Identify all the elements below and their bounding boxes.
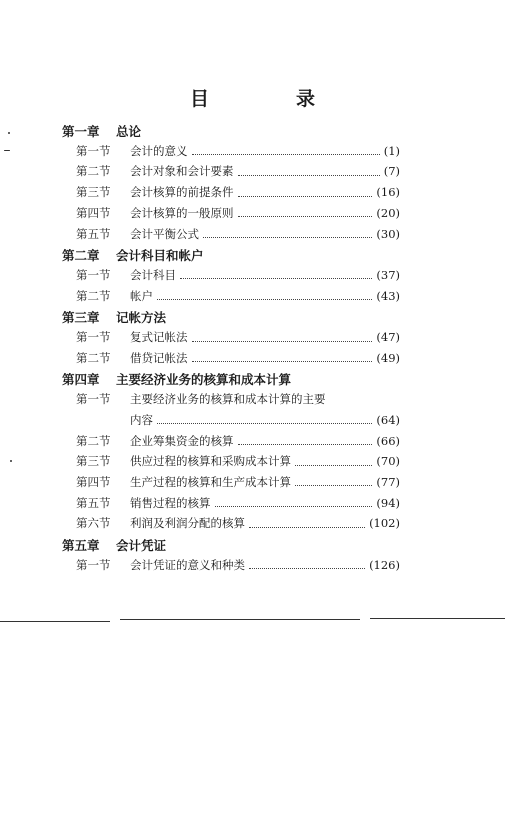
scan-speck xyxy=(8,132,10,134)
toc-chapter xyxy=(62,536,166,554)
toc-section xyxy=(76,205,400,223)
chapter-title: 总论 xyxy=(116,124,142,139)
section-number: 第三节 xyxy=(76,185,111,200)
toc-section xyxy=(76,433,400,451)
toc-section xyxy=(76,267,400,285)
section-number: 第五节 xyxy=(76,226,111,241)
section-title: 内容 xyxy=(130,412,153,427)
toc-section xyxy=(76,350,400,368)
section-title: 复式记帐法 xyxy=(130,330,188,344)
chapter-number: 第三章 xyxy=(62,310,100,326)
toc-section xyxy=(76,515,400,533)
chapter-title: 会计科目和帐户 xyxy=(116,248,204,264)
chapter-number: 第五章 xyxy=(62,538,100,553)
page-number: (43) xyxy=(376,288,400,303)
section-title: 会计对象和会计要素 xyxy=(130,164,234,179)
section-title: 会计核算的一般原则 xyxy=(130,205,234,220)
section-number: 第二节 xyxy=(76,164,111,179)
section-number: 第四节 xyxy=(76,474,111,489)
toc-chapter xyxy=(62,246,204,264)
toc-section xyxy=(76,163,400,181)
page-number: (94) xyxy=(376,495,400,510)
leader-dots xyxy=(215,506,373,507)
leader-dots xyxy=(249,568,365,569)
section-title: 利润及利润分配的核算 xyxy=(130,516,245,531)
leader-dots xyxy=(192,361,373,362)
page-number: (20) xyxy=(376,205,400,220)
leader-dots xyxy=(295,485,372,486)
page-number: (49) xyxy=(376,350,400,365)
leader-dots xyxy=(238,175,380,176)
page-number: (47) xyxy=(376,330,400,344)
toc-section xyxy=(76,226,400,244)
section-number: 第五节 xyxy=(76,495,111,510)
chapter-title: 会计凭证 xyxy=(116,538,167,553)
scan-speck xyxy=(4,150,10,151)
scan-speck xyxy=(10,460,12,462)
toc-section xyxy=(76,288,400,306)
page-title: 目 录 xyxy=(189,88,349,110)
page-number: (70) xyxy=(376,454,400,469)
leader-dots xyxy=(238,444,373,445)
section-number: 第一节 xyxy=(76,267,111,282)
toc-section xyxy=(76,453,400,471)
toc-section xyxy=(76,143,400,161)
toc-section xyxy=(76,495,400,513)
toc-section xyxy=(76,557,400,575)
leader-dots xyxy=(203,237,372,238)
leader-dots xyxy=(180,278,372,279)
section-number: 第一节 xyxy=(76,330,111,344)
toc-chapter xyxy=(62,370,291,388)
section-title: 借贷记帐法 xyxy=(130,350,188,365)
page-number: (7) xyxy=(383,164,400,179)
bottom-rule-right xyxy=(370,618,505,619)
section-title: 主要经济业务的核算和成本计算的主要 xyxy=(130,392,326,407)
section-number: 第二节 xyxy=(76,350,111,365)
page-number: (77) xyxy=(376,474,400,489)
section-title: 生产过程的核算和生产成本计算 xyxy=(130,474,291,489)
page-number: (1) xyxy=(383,143,400,158)
bottom-rule-left xyxy=(0,621,110,622)
leader-dots xyxy=(238,216,373,217)
section-number: 第六节 xyxy=(76,516,111,531)
leader-dots xyxy=(192,154,380,155)
leader-dots xyxy=(192,341,373,342)
leader-dots xyxy=(238,196,373,197)
toc-chapter xyxy=(62,122,141,140)
section-number: 第一节 xyxy=(76,143,111,158)
section-number: 第二节 xyxy=(76,433,111,448)
bottom-rule-middle xyxy=(120,619,360,620)
leader-dots xyxy=(157,299,372,300)
leader-dots xyxy=(249,527,365,528)
toc-section xyxy=(76,329,400,347)
page-number: (30) xyxy=(376,226,400,241)
page-number: (64) xyxy=(376,412,400,427)
section-number: 第三节 xyxy=(76,454,111,469)
section-title: 销售过程的核算 xyxy=(130,495,211,510)
toc-section xyxy=(76,391,400,409)
toc-section xyxy=(76,184,400,202)
chapter-number: 第一章 xyxy=(62,124,100,139)
section-title: 会计平衡公式 xyxy=(130,226,199,241)
section-number: 第一节 xyxy=(76,392,111,407)
chapter-title: 主要经济业务的核算和成本计算 xyxy=(116,372,292,388)
section-title: 供应过程的核算和采购成本计算 xyxy=(130,454,291,469)
section-title: 企业筹集资金的核算 xyxy=(130,433,234,448)
section-number: 第二节 xyxy=(76,288,111,303)
page-number: (126) xyxy=(369,557,400,572)
section-title: 会计凭证的意义和种类 xyxy=(130,557,245,572)
page-number: (66) xyxy=(376,433,400,448)
toc-chapter xyxy=(62,308,166,326)
toc-section-continuation xyxy=(130,412,400,430)
section-number: 第一节 xyxy=(76,557,111,572)
section-title: 会计核算的前提条件 xyxy=(130,185,234,200)
section-title: 帐户 xyxy=(130,288,153,303)
chapter-title: 记帐方法 xyxy=(116,310,167,326)
leader-dots xyxy=(295,465,372,466)
chapter-number: 第二章 xyxy=(62,248,100,264)
page-number: (102) xyxy=(369,516,400,531)
page-number: (16) xyxy=(376,185,400,200)
section-title: 会计科目 xyxy=(130,267,176,282)
toc-section xyxy=(76,474,400,492)
chapter-number: 第四章 xyxy=(62,372,100,388)
page-number: (37) xyxy=(376,267,400,282)
section-number: 第四节 xyxy=(76,205,111,220)
leader-dots xyxy=(157,423,372,424)
section-title: 会计的意义 xyxy=(130,143,188,158)
